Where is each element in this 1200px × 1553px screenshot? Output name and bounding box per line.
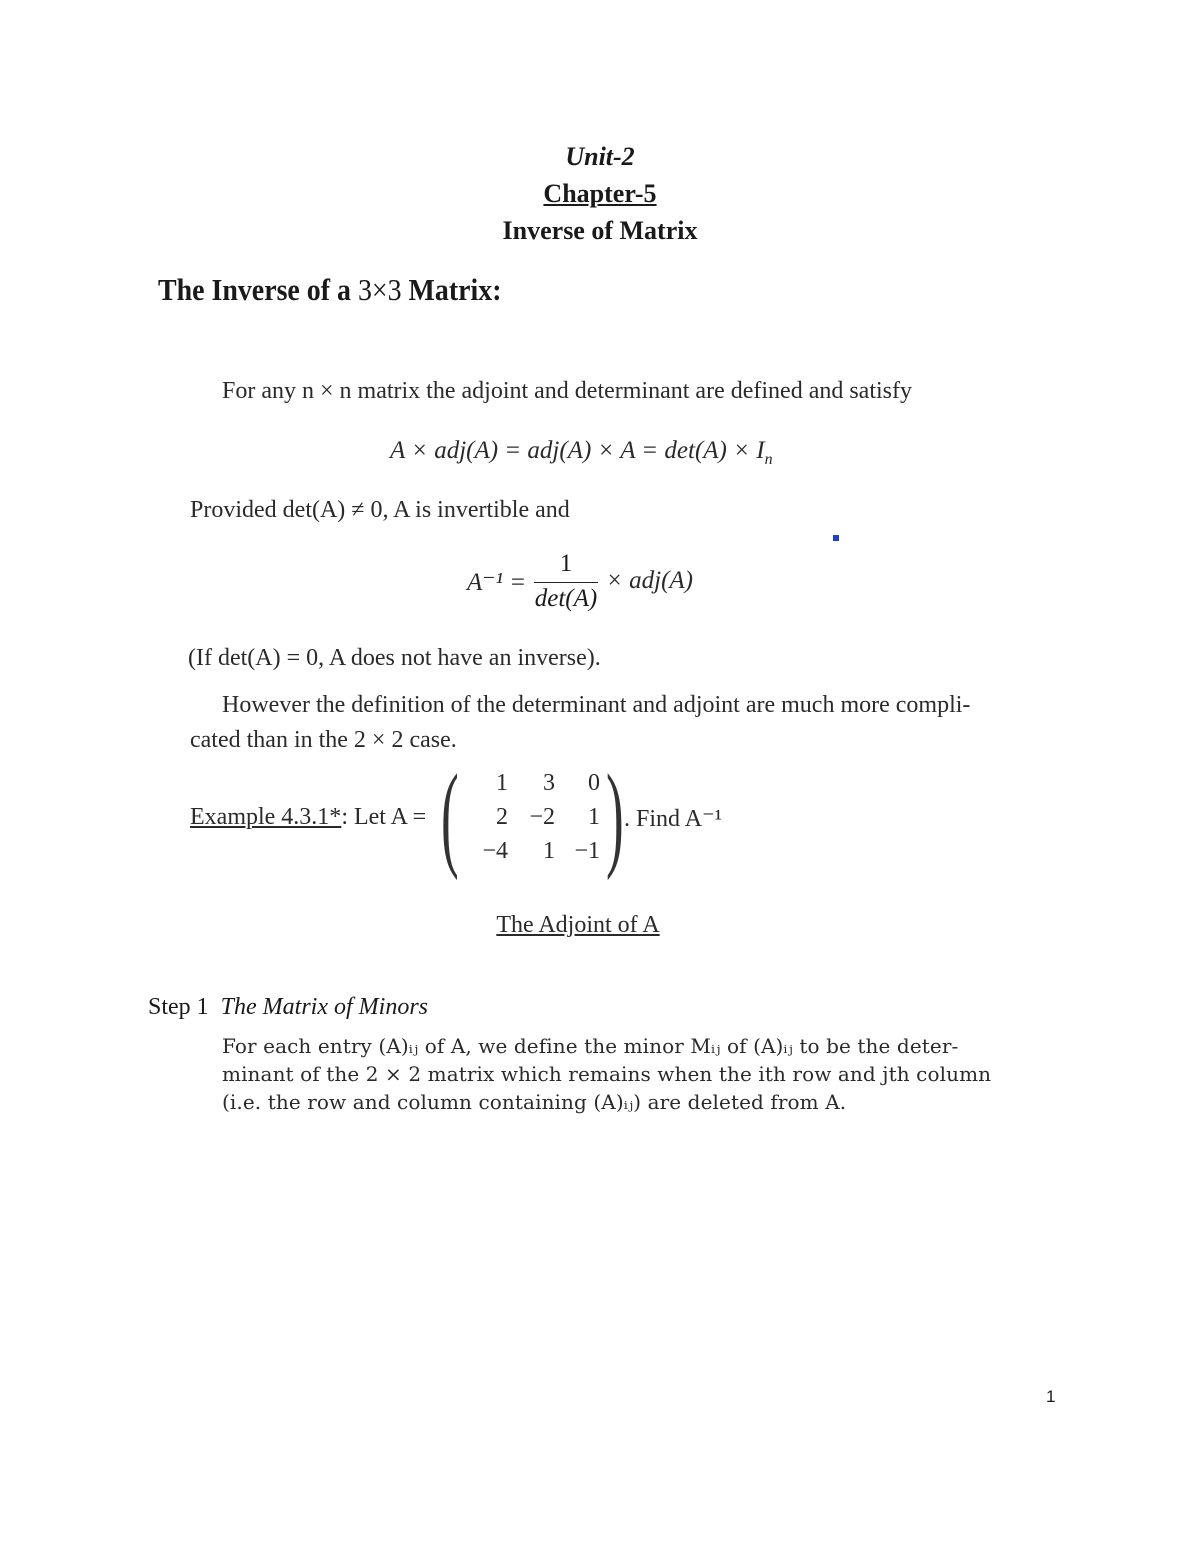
step-line-1: For each entry (A)ᵢⱼ of A, we define the minor Mᵢⱼ of (A)ᵢⱼ to be the deter- — [222, 1034, 959, 1058]
adjoint-identity-text: A × adj(A) = adj(A) × A = det(A) × I — [390, 437, 765, 464]
page-number: 1 — [1046, 1387, 1056, 1406]
section-heading-prefix: The Inverse of a — [158, 272, 358, 307]
example-statement — [190, 804, 426, 831]
step-line-3: (i.e. the row and column containing (A)ᵢⱼ) are deleted from A. — [222, 1090, 847, 1114]
matrix-cell: 1 — [543, 838, 555, 864]
fraction-bar — [534, 582, 598, 583]
example-let: : Let A = — [341, 804, 427, 830]
unit-label: Unit-2 — [565, 142, 635, 171]
no-inverse-note: (If det(A) = 0, A does not have an inverse). — [188, 645, 601, 671]
matrix-cell: 0 — [588, 770, 600, 796]
adjoint-heading-text: The Adjoint of A — [496, 912, 660, 938]
matrix-left-paren: ( — [441, 750, 459, 881]
adjoint-identity-equation — [390, 437, 773, 469]
adjoint-heading — [0, 912, 1156, 939]
matrix-cell: 1 — [496, 770, 508, 796]
matrix-right-paren: ) — [606, 750, 624, 881]
matrix-cell: −1 — [574, 838, 600, 864]
inverse-fraction — [534, 550, 598, 613]
step-title: The Matrix of Minors — [220, 994, 428, 1020]
step-heading — [148, 994, 428, 1021]
matrix-cell: 3 — [543, 770, 555, 796]
cursor-mark — [833, 535, 839, 541]
example-label: Example 4.3.1* — [190, 804, 342, 830]
section-heading-size: 3×3 — [357, 272, 402, 307]
section-heading — [158, 272, 502, 308]
inverse-rhs: × adj(A) — [606, 567, 693, 594]
intro-paragraph: For any n × n matrix the adjoint and determinant are defined and satisfy — [222, 378, 912, 404]
matrix-cell: −4 — [482, 838, 508, 864]
example-find: . Find A⁻¹ — [624, 806, 722, 832]
page-title: Inverse of Matrix — [502, 216, 698, 245]
fraction-denominator: det(A) — [534, 585, 598, 612]
however-line-2: cated than in the 2 × 2 case. — [190, 727, 457, 753]
identity-subscript: n — [764, 451, 773, 468]
inverse-lhs: A⁻¹ = — [467, 569, 527, 596]
step-number: Step 1 — [148, 994, 209, 1020]
matrix-cell: 1 — [588, 804, 600, 830]
fraction-numerator: 1 — [559, 550, 573, 577]
step-line-2: minant of the 2 × 2 matrix which remains when the ith row and jth column — [222, 1062, 992, 1086]
matrix-cell: −2 — [529, 804, 555, 830]
chapter-label: Chapter-5 — [543, 179, 657, 208]
however-line-1: However the definition of the determinant and adjoint are much more compli- — [222, 692, 971, 718]
section-heading-suffix: Matrix: — [401, 272, 502, 307]
matrix-cell: 2 — [496, 804, 508, 830]
provided-paragraph: Provided det(A) ≠ 0, A is invertible and — [190, 497, 570, 523]
